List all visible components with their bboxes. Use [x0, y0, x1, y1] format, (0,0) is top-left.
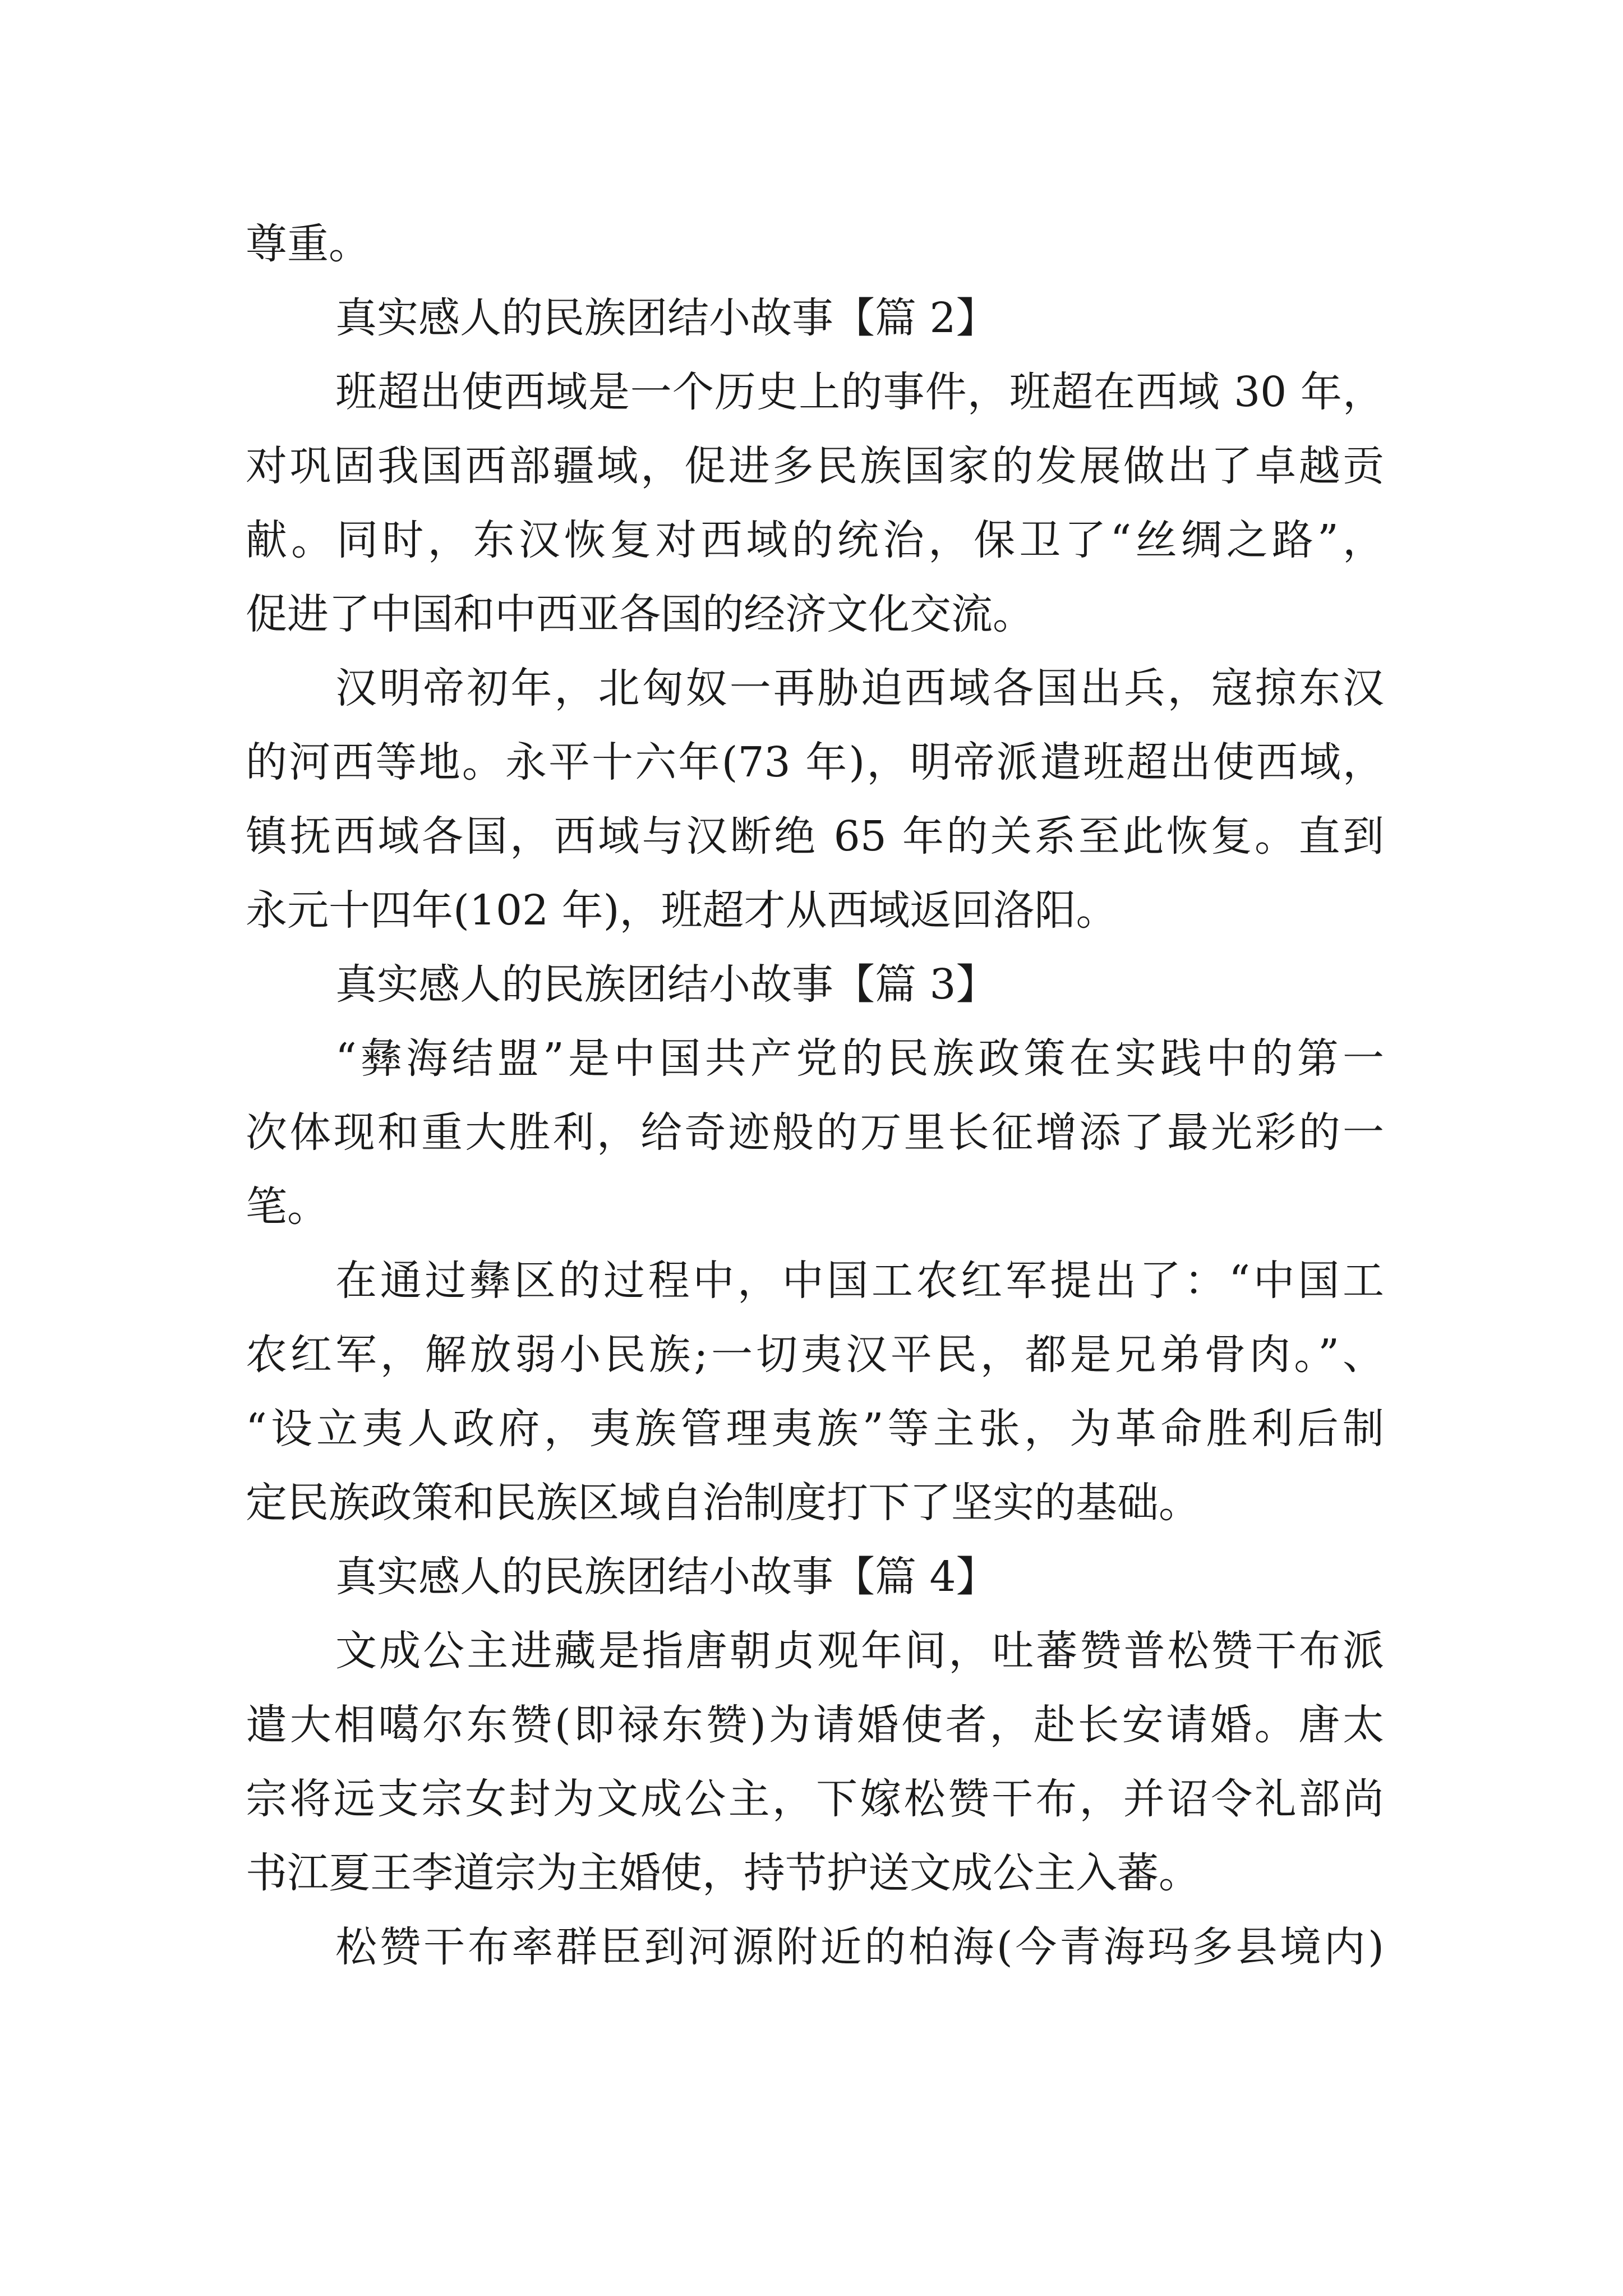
text-line: 农红军，解放弱小民族;一切夷汉平民，都是兄弟骨肉。”、: [246, 1331, 1384, 1379]
text-line: 遣大相噶尔东赞(即禄东赞)为请婚使者，赴长安请婚。唐太: [246, 1701, 1384, 1749]
text-line: 班超出使西域是一个历史上的事件，班超在西域 30 年，: [335, 368, 1384, 416]
text-line: “设立夷人政府，夷族管理夷族”等主张，为革命胜利后制: [246, 1405, 1384, 1453]
text-line: 对巩固我国西部疆域，促进多民族国家的发展做出了卓越贡: [246, 442, 1384, 490]
text-line: 次体现和重大胜利，给奇迹般的万里长征增添了最光彩的一: [246, 1108, 1384, 1157]
text-line: 文成公主进藏是指唐朝贞观年间，吐蕃赞普松赞干布派: [335, 1627, 1384, 1675]
section-heading-3: 真实感人的民族团结小故事【篇 3】: [335, 960, 998, 1009]
text-line: 尊重。: [246, 220, 370, 268]
text-line: 汉明帝初年，北匈奴一再胁迫西域各国出兵，寇掠东汉: [335, 664, 1384, 712]
text-line: 镇抚西域各国，西域与汉断绝 65 年的关系至此恢复。直到: [246, 812, 1384, 861]
text-line: 笔。: [246, 1182, 329, 1231]
text-line: 促进了中国和中西亚各国的经济文化交流。: [246, 590, 1034, 638]
text-line: 书江夏王李道宗为主婚使，持节护送文成公主入蕃。: [246, 1849, 1200, 1897]
text-line: 宗将远支宗女封为文成公主，下嫁松赞干布，并诏令礼部尚: [246, 1775, 1384, 1823]
text-line: “彝海结盟”是中国共产党的民族政策在实践中的第一: [335, 1034, 1384, 1083]
text-line: 松赞干布率群臣到河源附近的柏海(今青海玛多县境内): [335, 1923, 1384, 1971]
text-line: 的河西等地。永平十六年(73 年)，明帝派遣班超出使西域，: [246, 738, 1384, 786]
section-heading-4: 真实感人的民族团结小故事【篇 4】: [335, 1553, 998, 1601]
text-line: 永元十四年(102 年)，班超才从西域返回洛阳。: [246, 886, 1118, 935]
text-line: 定民族政策和民族区域自治制度打下了坚实的基础。: [246, 1479, 1200, 1527]
text-line: 在通过彝区的过程中，中国工农红军提出了：“中国工: [335, 1257, 1384, 1305]
text-line: 献。同时，东汉恢复对西域的统治，保卫了“丝绸之路”，: [246, 516, 1384, 564]
section-heading-2: 真实感人的民族团结小故事【篇 2】: [335, 294, 998, 342]
